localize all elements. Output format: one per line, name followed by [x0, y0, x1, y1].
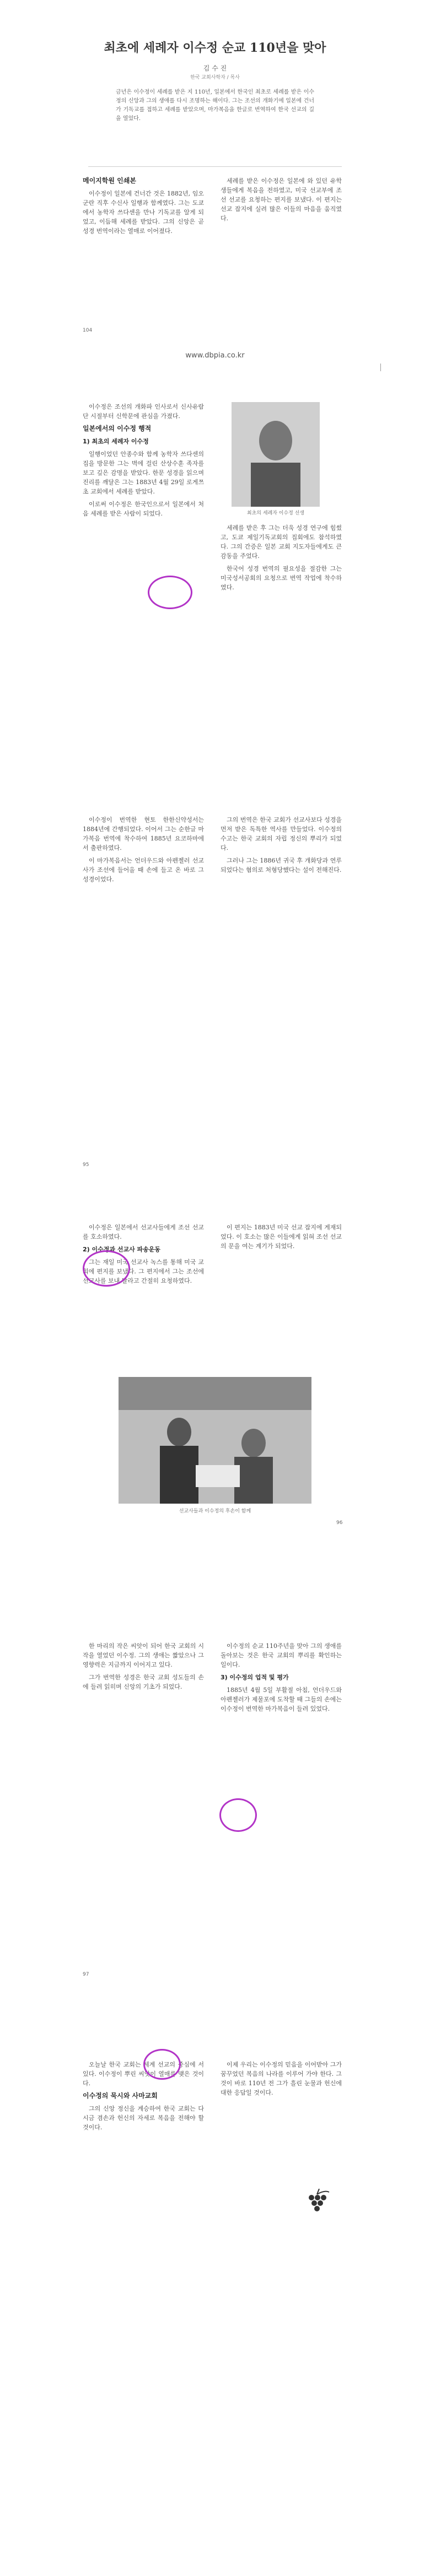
paragraph: 이제 우리는 이수정의 믿음을 이어받아 그가 꿈꾸었던 복음의 나라를 이루어 가야 한다. 그것이 바로 110년 전 그가 흘린 눈물과 헌신에 대한 응답일 것이다. [221, 2061, 342, 2096]
page-5 [0, 1630, 430, 2027]
paragraph: 한국어 성경 번역의 필요성을 절감한 그는 미국성서공회의 요청으로 번역 작업에 착수하였다. [221, 565, 342, 591]
right-column [221, 1223, 342, 1254]
group-photo [119, 1377, 311, 1504]
left-column [83, 1641, 204, 1695]
paragraph: 이수정은 일본에서 선교사들에게 조선 선교를 호소하였다. [83, 1224, 204, 1240]
page-4 [0, 1212, 430, 1619]
left-column [83, 176, 204, 239]
page-number: 104 [83, 328, 93, 333]
page-2 [0, 386, 430, 782]
photo-caption: 선교사들과 이수정의 후손이 함께 [179, 1509, 251, 1514]
grape-ornament-icon [300, 2187, 334, 2216]
paragraph: 이수정의 순교 110주년을 맞아 그의 생애를 돌아보는 것은 한국 교회의 뿌리를 확인하는 일이다. [221, 1642, 342, 1668]
paragraph: 이수정이 번역한 현토 한한신약성서는 1884년에 간행되었다. 이어서 그는 순한글 마가복음 번역에 착수하여 1885년 요코하마에서 출판하였다. [83, 816, 204, 852]
sub-heading: 1) 최초의 세례자 이수정 [83, 438, 149, 445]
section-heading: 이수정의 묵시와 사마교회 [83, 2092, 158, 2100]
page-number: 95 [83, 1162, 89, 1168]
right-column [221, 523, 342, 595]
paragraph: 이수정이 일본에 건너간 것은 1882년, 임오군란 직후 수신사 일행과 함께였다. 그는 도쿄에서 농학자 쓰다센을 만나 기독교를 알게 되었고, 이듬해 세례를 받았다. 그의 신앙은 곧 성경 번역이라는 열매로 이어졌다. [83, 190, 204, 235]
paragraph: 이수정은 조선의 개화파 인사로서 신사유람단 시절부터 신학문에 관심을 가졌다. [83, 403, 204, 420]
divider [88, 166, 342, 167]
paragraph: 한 마리의 작은 씨앗이 되어 한국 교회의 시작을 열었던 이수정. 그의 생애는 짧았으나 그 영향력은 지금까지 이어지고 있다. [83, 1642, 204, 1668]
section-heading: 일본에서의 이수정 행적 [83, 425, 152, 432]
right-column [221, 176, 342, 226]
page-1 [0, 0, 430, 352]
paragraph: 1885년 4월 5일 부활절 아침, 언더우드와 아펜젤러가 제물포에 도착할 때 그들의 손에는 이수정이 번역한 마가복음이 들려 있었다. [221, 1686, 342, 1712]
paragraph: 이로써 이수정은 한국인으로서 일본에서 처음 세례를 받은 사람이 되었다. [83, 501, 204, 517]
page-6 [0, 2049, 430, 2445]
portrait-photo [232, 402, 320, 507]
paragraph: 오늘날 한국 교회는 세계 선교의 중심에 서 있다. 이수정이 뿌린 씨앗이 열매를 맺은 것이다. [83, 2061, 204, 2087]
author-name: 김 수 진 [203, 64, 227, 72]
highlight-circle [83, 1250, 130, 1287]
paragraph: 그가 번역한 성경은 한국 교회 성도들의 손에 들려 읽히며 신앙의 기초가 되었다. [83, 1674, 204, 1690]
article-title: 최초에 세례자 이수정 순교 110년을 맞아 [104, 41, 326, 55]
highlight-circle [148, 576, 192, 609]
photo-caption: 최초의 세례자 이수정 선생 [246, 511, 305, 516]
paragraph: 일행이었던 안종수와 함께 농학자 쓰다센의 집을 방문한 그는 벽에 걸린 산상수훈 족자를 보고 깊은 감명을 받았다. 한문 성경을 읽으며 진리를 깨달은 그는 1883년 4월 29일 로게쯔초 교회에서 세례를 받았다. [83, 451, 204, 495]
page-number: 97 [83, 1972, 89, 1977]
paragraph: 그의 신앙 정신을 계승하여 한국 교회는 다시금 겸손과 헌신의 자세로 복음을 전해야 할 것이다. [83, 2105, 204, 2131]
paragraph: 그의 번역은 한국 교회가 선교사보다 성경을 먼저 받은 독특한 역사를 만들었다. 이수정의 수고는 한국 교회의 자립 정신의 뿌리가 되었다. [221, 816, 342, 852]
author-affiliation: 한국 교회사학자 / 목사 [190, 75, 240, 80]
cursor-icon [380, 364, 386, 371]
paragraph: 세례를 받은 후 그는 더욱 성경 연구에 힘썼고, 도쿄 제일기독교회의 집회에도 참석하였다. 그의 간증은 일본 교회 지도자들에게도 큰 감동을 주었다. [221, 524, 342, 560]
highlight-circle [143, 2049, 181, 2080]
paragraph: 그는 재일 미국 선교사 녹스를 통해 미국 교회에 편지를 보냈다. 그 편지에서 그는 조선에 선교사를 보내 달라고 간절히 요청하였다. [83, 1259, 204, 1284]
right-column [221, 1641, 342, 1717]
paragraph: 이 편지는 1883년 미국 선교 잡지에 게재되었다. 이 호소는 많은 이들에게 읽혀 조선 선교의 문을 여는 계기가 되었다. [221, 1224, 342, 1250]
sub-heading: 3) 이수정의 업적 및 평가 [221, 1674, 289, 1681]
sub-heading: 2) 이수정과 선교사 파송운동 [83, 1246, 161, 1253]
paragraph: 세례를 받은 이수정은 일본에 와 있던 유학생들에게 복음을 전하였고, 미국 선교부에 조선 선교를 요청하는 편지를 보냈다. 이 편지는 선교 잡지에 실려 많은 이들의 마음을 움직였다. [221, 177, 342, 222]
paragraph: 그러나 그는 1886년 귀국 후 개화당과 연루되었다는 혐의로 처형당했다는 설이 전해진다. [221, 857, 342, 874]
paragraph: 이 마가복음서는 언더우드와 아펜젤러 선교사가 조선에 들어올 때 손에 들고 온 바로 그 성경이었다. [83, 857, 204, 883]
left-column [83, 2060, 204, 2135]
left-column [83, 815, 204, 887]
abstract: 금년은 이수정이 세례를 받은 지 110년, 일본에서 한국인 최초로 세례를 받은 이수정의 신앙과 그의 생애를 다시 조명하는 해이다. 그는 조선의 개화기에 일본에 건너가 기독교를 접하고 세례를 받았으며, 마가복음을 한글로 번역하여 한국 선교의 길을 열었다. [116, 89, 314, 122]
section-heading: 메이지학원 인쇄본 [83, 177, 136, 185]
left-column [83, 402, 204, 522]
highlight-circle [219, 1798, 257, 1832]
right-column [221, 2060, 342, 2101]
page-number: 96 [336, 1520, 343, 1526]
watermark: www.dbpia.co.kr [185, 351, 245, 360]
right-column [221, 815, 342, 878]
page-3 [0, 804, 430, 1201]
